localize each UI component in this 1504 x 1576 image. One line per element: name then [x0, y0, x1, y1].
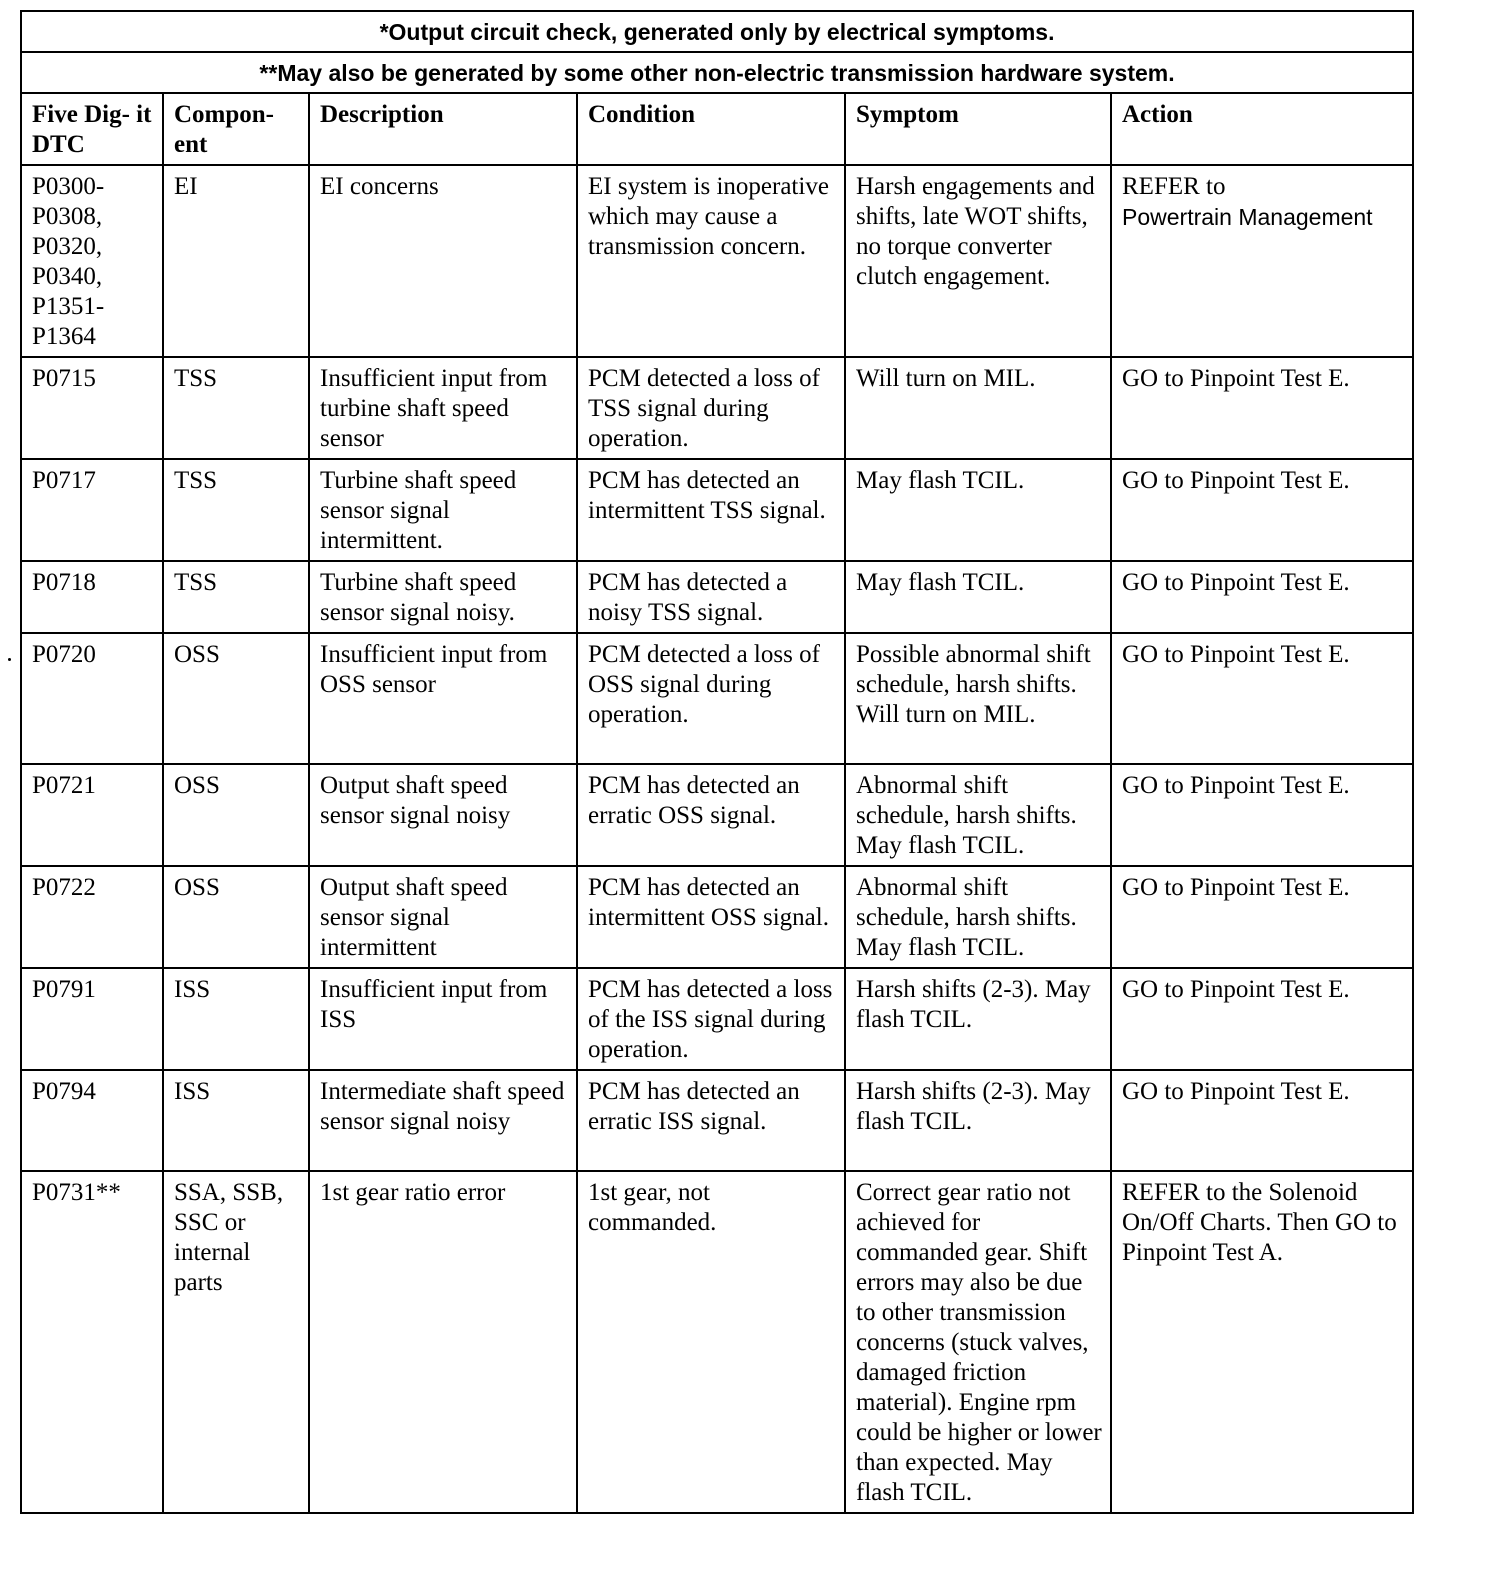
dtc-line: P0721 [32, 772, 96, 799]
cell-symptom: May flash TCIL. [845, 459, 1111, 561]
table-row [21, 866, 1413, 968]
cell-symptom: Harsh shifts (2-3). May flash TCIL. [845, 1070, 1111, 1171]
component-line: OSS [174, 641, 220, 668]
cell-action: GO to Pinpoint Test E. [1111, 764, 1413, 866]
cell-condition: PCM has detected an erratic ISS signal. [577, 1070, 845, 1171]
cell-dtc [21, 968, 163, 1070]
cell-dtc [21, 357, 163, 459]
note-non-electric: **May also be generated by some other non-electric transmission hardware system. [21, 52, 1413, 93]
table-row [21, 561, 1413, 633]
cell-dtc [21, 764, 163, 866]
dtc-line: P1351- [32, 293, 105, 320]
cell-description: Output shaft speed sensor signal noisy [309, 764, 577, 866]
dtc-line: P0340, [32, 263, 103, 290]
cell-symptom: Abnormal shift schedule, harsh shifts. May flash TCIL. [845, 764, 1111, 866]
header-dtc [21, 93, 163, 165]
component-line: SSC or [174, 1209, 246, 1236]
cell-condition: PCM has detected a noisy TSS signal. [577, 561, 845, 633]
component-line: OSS [174, 874, 220, 901]
header-dtc-line: Five Dig- [32, 101, 130, 128]
component-line: TSS [174, 365, 218, 392]
cell-dtc [21, 561, 163, 633]
component-line: ISS [174, 1078, 211, 1105]
cell-condition: 1st gear, not commanded. [577, 1171, 845, 1513]
cell-symptom: May flash TCIL. [845, 561, 1111, 633]
cell-description: Output shaft speed sensor signal intermittent [309, 866, 577, 968]
dtc-line: P1364 [32, 323, 96, 350]
cell-description: Insufficient input from OSS sensor [309, 633, 577, 764]
component-line: SSA, SSB, [174, 1179, 284, 1206]
component-line: EI [174, 173, 198, 200]
cell-component [163, 866, 309, 968]
dtc-table [20, 10, 1414, 1514]
action-reference: Powertrain Management [1122, 204, 1373, 230]
note-output-circuit: *Output circuit check, generated only by electrical symptoms. [21, 11, 1413, 52]
cell-action: GO to Pinpoint Test E. [1111, 1070, 1413, 1171]
cell-action: GO to Pinpoint Test E. [1111, 459, 1413, 561]
cell-description: EI concerns [309, 165, 577, 357]
cell-condition: PCM detected a loss of TSS signal during operation. [577, 357, 845, 459]
cell-component [163, 1171, 309, 1513]
cell-component [163, 459, 309, 561]
cell-description: Turbine shaft speed sensor signal intermittent. [309, 459, 577, 561]
header-dtc-line: it DTC [32, 101, 152, 158]
cell-description: Turbine shaft speed sensor signal noisy. [309, 561, 577, 633]
cell-action: GO to Pinpoint Test E. [1111, 633, 1413, 764]
dtc-line: P0722 [32, 874, 96, 901]
stray-mark [8, 658, 11, 661]
cell-description: Insufficient input from ISS [309, 968, 577, 1070]
component-line: ISS [174, 976, 211, 1003]
note-row-non-electric [21, 52, 1413, 93]
cell-dtc [21, 165, 163, 357]
note-row-output-circuit [21, 11, 1413, 52]
cell-component [163, 1070, 309, 1171]
column-header-row [21, 93, 1413, 165]
dtc-line: P0320, [32, 233, 103, 260]
cell-condition: PCM has detected an intermittent OSS signal. [577, 866, 845, 968]
action-prefix: REFER to [1122, 173, 1226, 200]
component-line: OSS [174, 772, 220, 799]
cell-action: REFER to the Solenoid On/Off Charts. Then GO to Pinpoint Test A. [1111, 1171, 1413, 1513]
dtc-line: P0300- [32, 173, 105, 200]
cell-component [163, 357, 309, 459]
dtc-line: P0718 [32, 569, 96, 596]
cell-condition: PCM has detected an erratic OSS signal. [577, 764, 845, 866]
cell-component [163, 764, 309, 866]
table-row [21, 165, 1413, 357]
header-component-line: ent [174, 131, 208, 158]
cell-component [163, 633, 309, 764]
cell-symptom: Will turn on MIL. [845, 357, 1111, 459]
header-condition: Condition [577, 93, 845, 165]
header-action: Action [1111, 93, 1413, 165]
cell-action: GO to Pinpoint Test E. [1111, 968, 1413, 1070]
header-component-line: Compon- [174, 101, 275, 128]
dtc-line: P0720 [32, 641, 96, 668]
cell-component [163, 968, 309, 1070]
table-row [21, 968, 1413, 1070]
dtc-line: P0791 [32, 976, 96, 1003]
cell-condition: PCM has detected a loss of the ISS signal during operation. [577, 968, 845, 1070]
table-row [21, 1070, 1413, 1171]
component-line: parts [174, 1269, 223, 1296]
header-description: Description [309, 93, 577, 165]
component-line: TSS [174, 569, 218, 596]
dtc-line: P0717 [32, 467, 96, 494]
component-line: internal [174, 1239, 251, 1266]
cell-action: GO to Pinpoint Test E. [1111, 357, 1413, 459]
cell-description: Insufficient input from turbine shaft speed sensor [309, 357, 577, 459]
cell-component [163, 165, 309, 357]
cell-condition: PCM detected a loss of OSS signal during operation. [577, 633, 845, 764]
header-component [163, 93, 309, 165]
cell-symptom: Harsh engagements and shifts, late WOT shifts, no torque converter clutch engagement. [845, 165, 1111, 357]
cell-action: GO to Pinpoint Test E. [1111, 866, 1413, 968]
dtc-line: P0308, [32, 203, 103, 230]
cell-condition: PCM has detected an intermittent TSS signal. [577, 459, 845, 561]
dtc-line: P0794 [32, 1078, 96, 1105]
cell-symptom: Possible abnormal shift schedule, harsh shifts. Will turn on MIL. [845, 633, 1111, 764]
cell-description: Intermediate shaft speed sensor signal noisy [309, 1070, 577, 1171]
cell-dtc [21, 633, 163, 764]
cell-dtc [21, 866, 163, 968]
cell-action [1111, 165, 1413, 357]
table-row [21, 357, 1413, 459]
dtc-line: P0715 [32, 365, 96, 392]
table-row [21, 764, 1413, 866]
cell-dtc [21, 1070, 163, 1171]
cell-component [163, 561, 309, 633]
table-row [21, 633, 1413, 764]
cell-action: GO to Pinpoint Test E. [1111, 561, 1413, 633]
dtc-line: P0731** [32, 1179, 121, 1206]
cell-dtc [21, 1171, 163, 1513]
table-row [21, 1171, 1413, 1513]
cell-symptom: Correct gear ratio not achieved for commanded gear. Shift errors may also be due to other transmission concerns (stuck valves, damaged friction material). Engine rpm could be higher or lower than expected. May flash TCIL. [845, 1171, 1111, 1513]
cell-description: 1st gear ratio error [309, 1171, 577, 1513]
cell-condition: EI system is inoperative which may cause a transmission concern. [577, 165, 845, 357]
cell-dtc [21, 459, 163, 561]
table-row [21, 459, 1413, 561]
cell-symptom: Harsh shifts (2-3). May flash TCIL. [845, 968, 1111, 1070]
cell-symptom: Abnormal shift schedule, harsh shifts. May flash TCIL. [845, 866, 1111, 968]
header-symptom: Symptom [845, 93, 1111, 165]
component-line: TSS [174, 467, 218, 494]
dtc-chart-page [20, 10, 1412, 1514]
